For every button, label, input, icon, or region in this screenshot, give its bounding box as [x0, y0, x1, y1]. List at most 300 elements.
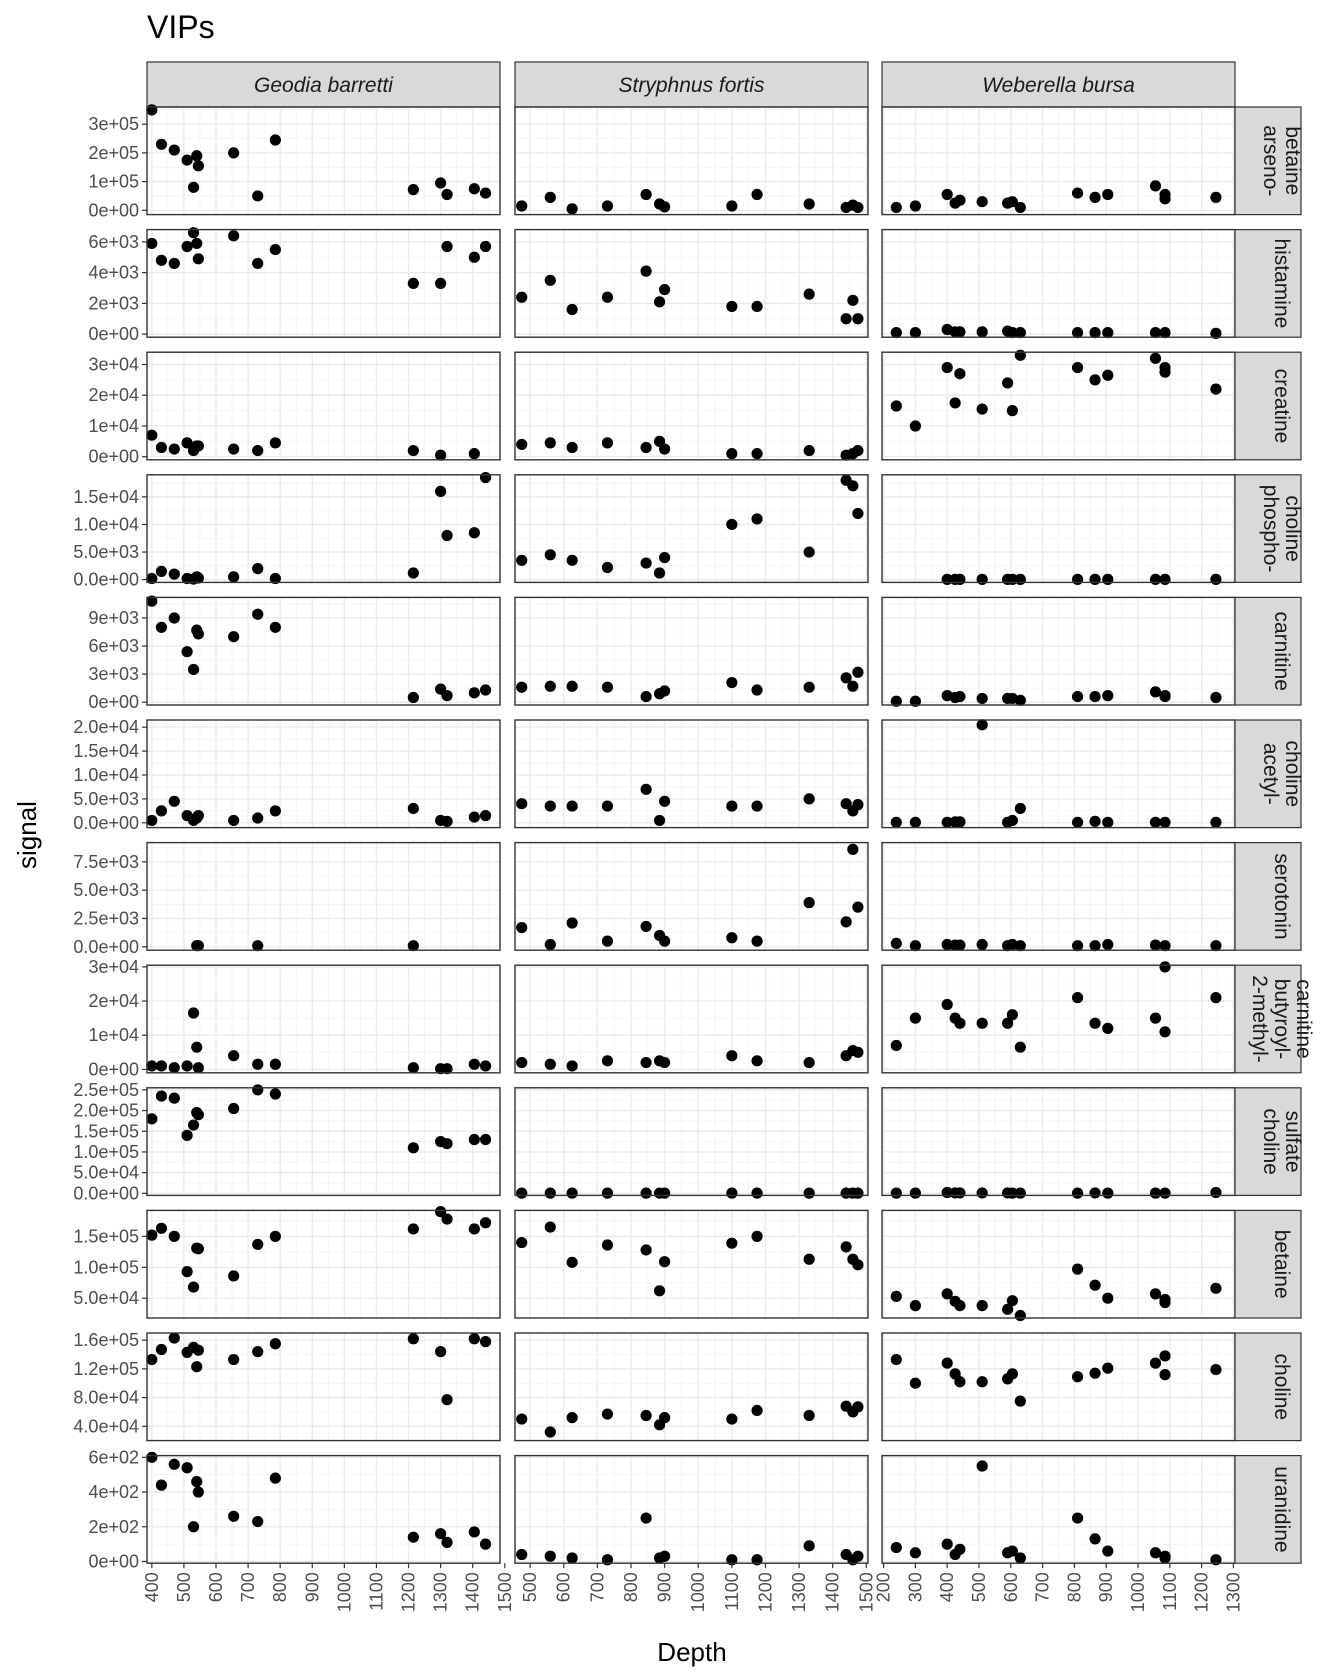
- data-point: [545, 275, 556, 286]
- data-point: [1015, 803, 1026, 814]
- panel: [515, 107, 868, 215]
- panel-border: [515, 843, 868, 951]
- y-tick-label: 1e+04: [88, 415, 139, 436]
- data-point: [852, 445, 863, 456]
- data-point: [1089, 374, 1100, 385]
- x-tick-label: 400: [937, 1572, 958, 1603]
- data-point: [156, 139, 167, 150]
- data-point: [726, 800, 737, 811]
- panel-border: [515, 475, 868, 583]
- x-tick-label: 800: [1064, 1572, 1085, 1603]
- data-point: [891, 1291, 902, 1302]
- data-point: [435, 1346, 446, 1357]
- data-point: [441, 241, 452, 252]
- row-strip-label: betaine: [1281, 126, 1304, 196]
- panel-border: [515, 965, 868, 1073]
- data-point: [891, 1040, 902, 1051]
- x-tick-label: 1100: [366, 1572, 387, 1611]
- data-point: [852, 1259, 863, 1270]
- panel: [515, 1088, 868, 1199]
- x-tick-label: 200: [873, 1572, 894, 1603]
- data-point: [193, 1062, 204, 1073]
- data-point: [977, 1300, 988, 1311]
- x-tick-label: 1000: [688, 1572, 709, 1613]
- data-point: [751, 513, 762, 524]
- data-point: [1150, 817, 1161, 828]
- data-point: [1072, 187, 1083, 198]
- data-point: [891, 1542, 902, 1553]
- y-tick-label: 2e+02: [88, 1516, 139, 1537]
- data-point: [659, 1412, 670, 1423]
- data-point: [169, 144, 180, 155]
- x-tick-label: 900: [654, 1572, 675, 1603]
- y-tick-label: 6e+02: [88, 1447, 139, 1468]
- x-tick-label: 1100: [1159, 1572, 1180, 1611]
- data-point: [726, 200, 737, 211]
- data-point: [252, 190, 263, 201]
- data-point: [751, 1055, 762, 1066]
- data-point: [1150, 686, 1161, 697]
- data-point: [602, 562, 613, 573]
- data-point: [659, 796, 670, 807]
- y-axis-label: signal: [12, 801, 42, 869]
- row-strip-label: betaine: [1270, 1229, 1293, 1299]
- data-point: [942, 1539, 953, 1550]
- data-point: [228, 1354, 239, 1365]
- data-point: [567, 917, 578, 928]
- data-point: [1015, 202, 1026, 213]
- data-point: [1015, 1188, 1026, 1199]
- data-point: [567, 1257, 578, 1268]
- row-strip-label: butyroyl-: [1270, 978, 1293, 1060]
- data-point: [1210, 1187, 1221, 1198]
- data-point: [910, 1378, 921, 1389]
- data-point: [954, 1300, 965, 1311]
- data-point: [891, 1188, 902, 1199]
- data-point: [188, 227, 199, 238]
- data-point: [852, 799, 863, 810]
- data-point: [977, 196, 988, 207]
- data-point: [182, 1462, 193, 1473]
- data-point: [641, 1410, 652, 1421]
- data-point: [804, 1410, 815, 1421]
- data-point: [751, 1231, 762, 1242]
- panel: [146, 1206, 500, 1318]
- panel: [146, 1332, 500, 1440]
- data-point: [270, 1473, 281, 1484]
- row-strip-label: choline: [1281, 740, 1304, 808]
- data-point: [804, 1188, 815, 1199]
- panel: [882, 230, 1235, 339]
- y-tick-label: 2.0e+05: [73, 1100, 139, 1121]
- data-point: [1150, 180, 1161, 191]
- data-point: [1159, 1369, 1170, 1380]
- data-point: [602, 682, 613, 693]
- y-tick-label: 4.0e+04: [73, 1416, 139, 1437]
- y-tick-label: 0e+00: [88, 1059, 139, 1080]
- data-point: [852, 508, 863, 519]
- data-point: [1150, 940, 1161, 951]
- data-point: [156, 442, 167, 453]
- data-point: [1159, 1026, 1170, 1037]
- data-point: [1150, 574, 1161, 585]
- data-point: [480, 472, 491, 483]
- data-point: [910, 420, 921, 431]
- data-point: [804, 897, 815, 908]
- y-tick-label: 5.0e+04: [73, 1288, 139, 1309]
- y-tick-label: 3e+03: [88, 664, 139, 685]
- data-point: [516, 292, 527, 303]
- column-strip-label: Weberella bursa: [982, 74, 1135, 97]
- data-point: [751, 1188, 762, 1199]
- data-point: [654, 296, 665, 307]
- data-point: [910, 817, 921, 828]
- data-point: [156, 566, 167, 577]
- data-point: [169, 796, 180, 807]
- panel: [515, 720, 868, 828]
- data-point: [169, 1231, 180, 1242]
- data-point: [1150, 1013, 1161, 1024]
- data-point: [408, 1333, 419, 1344]
- data-point: [193, 253, 204, 264]
- data-point: [1102, 1023, 1113, 1034]
- data-point: [156, 1480, 167, 1491]
- data-point: [182, 154, 193, 165]
- data-point: [146, 238, 157, 249]
- y-tick-label: 2e+05: [88, 142, 139, 163]
- data-point: [726, 1050, 737, 1061]
- x-tick-label: 1200: [1191, 1572, 1212, 1613]
- data-point: [193, 440, 204, 451]
- panel: [146, 1452, 500, 1563]
- data-point: [516, 1413, 527, 1424]
- y-tick-label: 2e+04: [88, 991, 139, 1012]
- data-point: [1159, 817, 1170, 828]
- panel: [146, 720, 500, 828]
- data-point: [193, 1109, 204, 1120]
- data-point: [182, 1060, 193, 1071]
- panel: [146, 965, 500, 1074]
- data-point: [516, 555, 527, 566]
- data-point: [516, 1549, 527, 1560]
- data-point: [954, 940, 965, 951]
- data-point: [1007, 1295, 1018, 1306]
- y-tick-label: 0.0e+00: [73, 812, 139, 833]
- data-point: [1072, 574, 1083, 585]
- data-point: [469, 687, 480, 698]
- data-point: [1159, 691, 1170, 702]
- data-point: [1002, 377, 1013, 388]
- data-point: [270, 134, 281, 145]
- data-point: [188, 1119, 199, 1130]
- data-point: [910, 1300, 921, 1311]
- panel: [882, 107, 1235, 215]
- data-point: [469, 1526, 480, 1537]
- panel: [146, 227, 500, 337]
- row-strip-label: carnitine: [1270, 611, 1293, 691]
- y-tick-label: 2e+04: [88, 385, 139, 406]
- data-point: [270, 437, 281, 448]
- data-point: [852, 902, 863, 913]
- data-point: [726, 448, 737, 459]
- data-point: [1150, 1547, 1161, 1558]
- data-point: [942, 1358, 953, 1369]
- data-point: [191, 1476, 202, 1487]
- data-point: [659, 1256, 670, 1267]
- panel-border: [515, 1333, 868, 1441]
- data-point: [1072, 1512, 1083, 1523]
- data-point: [228, 815, 239, 826]
- data-point: [977, 939, 988, 950]
- x-tick-label: 1500: [856, 1572, 877, 1613]
- panel: [882, 1210, 1235, 1321]
- data-point: [954, 326, 965, 337]
- data-point: [408, 692, 419, 703]
- data-point: [270, 1059, 281, 1070]
- data-point: [169, 1062, 180, 1073]
- data-point: [156, 255, 167, 266]
- data-point: [252, 1516, 263, 1527]
- panel: [515, 1333, 868, 1441]
- y-tick-label: 1.0e+04: [73, 764, 139, 785]
- y-tick-label: 0e+00: [88, 692, 139, 713]
- x-tick-label: 1200: [398, 1572, 419, 1613]
- data-point: [751, 301, 762, 312]
- data-point: [567, 555, 578, 566]
- data-point: [545, 1551, 556, 1562]
- data-point: [804, 1540, 815, 1551]
- data-point: [469, 1059, 480, 1070]
- data-point: [182, 1130, 193, 1141]
- data-point: [408, 1062, 419, 1073]
- data-point: [641, 1188, 652, 1199]
- data-point: [977, 719, 988, 730]
- data-point: [228, 230, 239, 241]
- data-point: [1210, 383, 1221, 394]
- row-strip-label: 2-methyl-: [1248, 975, 1271, 1063]
- data-point: [146, 815, 157, 826]
- data-point: [852, 202, 863, 213]
- data-point: [977, 1187, 988, 1198]
- data-point: [545, 939, 556, 950]
- row-strip-label: phospho-: [1259, 484, 1282, 573]
- data-point: [252, 609, 263, 620]
- row-strip-label: choline: [1259, 1108, 1282, 1175]
- panel: [882, 597, 1235, 706]
- data-point: [169, 1093, 180, 1104]
- data-point: [441, 1138, 452, 1149]
- data-point: [435, 486, 446, 497]
- x-tick-label: 1000: [1128, 1572, 1149, 1613]
- panel-border: [515, 107, 868, 215]
- data-point: [751, 448, 762, 459]
- data-point: [1159, 1350, 1170, 1361]
- data-point: [188, 664, 199, 675]
- panel: [882, 1456, 1235, 1566]
- data-point: [659, 443, 670, 454]
- data-point: [408, 1223, 419, 1234]
- y-tick-label: 0e+00: [88, 446, 139, 467]
- data-point: [516, 200, 527, 211]
- data-point: [188, 182, 199, 193]
- data-point: [852, 1551, 863, 1562]
- panel: [882, 843, 1235, 952]
- data-point: [659, 1188, 670, 1199]
- panel: [515, 597, 868, 705]
- y-tick-label: 7.5e+03: [73, 851, 139, 872]
- data-point: [228, 571, 239, 582]
- data-point: [841, 1241, 852, 1252]
- data-point: [1089, 192, 1100, 203]
- y-tick-label: 1e+05: [88, 171, 139, 192]
- data-point: [1007, 1368, 1018, 1379]
- panel: [515, 1210, 868, 1318]
- y-tick-label: 0e+00: [88, 200, 139, 221]
- data-point: [804, 1254, 815, 1265]
- data-point: [567, 442, 578, 453]
- data-point: [469, 1333, 480, 1344]
- x-tick-label: 900: [302, 1572, 323, 1603]
- data-point: [252, 258, 263, 269]
- x-tick-label: 1300: [430, 1572, 451, 1613]
- panel: [515, 843, 868, 951]
- data-point: [1150, 353, 1161, 364]
- data-point: [977, 1376, 988, 1387]
- data-point: [804, 198, 815, 209]
- panel: [147, 843, 500, 952]
- data-point: [1089, 816, 1100, 827]
- data-point: [228, 1270, 239, 1281]
- data-point: [910, 1013, 921, 1024]
- data-point: [441, 816, 452, 827]
- x-tick-label: 400: [141, 1572, 162, 1603]
- panel: [515, 352, 868, 461]
- y-tick-label: 1.0e+04: [73, 514, 139, 535]
- data-point: [469, 183, 480, 194]
- data-point: [408, 184, 419, 195]
- data-point: [1102, 939, 1113, 950]
- x-tick-label: 900: [1096, 1572, 1117, 1603]
- data-point: [270, 244, 281, 255]
- y-tick-label: 3e+04: [88, 354, 139, 375]
- data-point: [480, 1134, 491, 1145]
- data-point: [516, 798, 527, 809]
- data-point: [1089, 1368, 1100, 1379]
- data-point: [545, 1188, 556, 1199]
- data-point: [1007, 1009, 1018, 1020]
- data-point: [1089, 574, 1100, 585]
- y-tick-label: 1.6e+05: [73, 1330, 139, 1351]
- y-tick-label: 1e+04: [88, 1025, 139, 1046]
- data-point: [1159, 1188, 1170, 1199]
- x-tick-label: 600: [205, 1572, 226, 1603]
- y-tick-label: 0.0e+00: [73, 1183, 139, 1204]
- data-point: [567, 681, 578, 692]
- data-point: [1015, 1552, 1026, 1563]
- y-tick-label: 0e+00: [88, 1551, 139, 1572]
- y-tick-label: 5.0e+03: [73, 788, 139, 809]
- panel: [515, 1456, 868, 1566]
- facet-grid: [73, 62, 1315, 1612]
- data-point: [567, 1060, 578, 1071]
- x-tick-label: 1300: [1223, 1572, 1244, 1613]
- data-point: [252, 1059, 263, 1070]
- row-strip-label: uranidine: [1270, 1466, 1293, 1553]
- data-point: [408, 1142, 419, 1153]
- data-point: [659, 201, 670, 212]
- data-point: [469, 252, 480, 263]
- data-point: [726, 677, 737, 688]
- data-point: [408, 803, 419, 814]
- data-point: [954, 1018, 965, 1029]
- x-tick-label: 700: [587, 1572, 608, 1603]
- data-point: [602, 200, 613, 211]
- data-point: [602, 437, 613, 448]
- y-tick-label: 4e+02: [88, 1482, 139, 1503]
- panel: [882, 719, 1235, 828]
- data-point: [441, 530, 452, 541]
- data-point: [146, 430, 157, 441]
- data-point: [847, 681, 858, 692]
- y-tick-label: 1.0e+05: [73, 1141, 139, 1162]
- data-point: [182, 1266, 193, 1277]
- data-point: [1015, 574, 1026, 585]
- data-point: [469, 1223, 480, 1234]
- panel: [146, 596, 500, 705]
- panel: [146, 1084, 500, 1195]
- data-point: [516, 1237, 527, 1248]
- data-point: [852, 1401, 863, 1412]
- data-point: [193, 160, 204, 171]
- data-point: [659, 552, 670, 563]
- data-point: [545, 192, 556, 203]
- data-point: [641, 691, 652, 702]
- x-tick-label: 600: [553, 1572, 574, 1603]
- data-point: [852, 1188, 863, 1199]
- x-tick-label: 300: [905, 1572, 926, 1603]
- data-point: [1072, 1371, 1083, 1382]
- data-point: [193, 1486, 204, 1497]
- x-tick-label: 500: [173, 1572, 194, 1603]
- data-point: [1015, 1396, 1026, 1407]
- data-point: [751, 936, 762, 947]
- panel: [882, 350, 1235, 460]
- data-point: [1159, 574, 1170, 585]
- data-point: [942, 999, 953, 1010]
- data-point: [977, 574, 988, 585]
- data-point: [654, 1285, 665, 1296]
- data-point: [545, 549, 556, 560]
- data-point: [169, 569, 180, 580]
- data-point: [602, 800, 613, 811]
- data-point: [191, 1042, 202, 1053]
- data-point: [270, 805, 281, 816]
- data-point: [146, 1230, 157, 1241]
- y-tick-label: 2.5e+05: [73, 1079, 139, 1100]
- x-tick-label: 1200: [755, 1572, 776, 1613]
- data-point: [954, 1544, 965, 1555]
- data-point: [169, 443, 180, 454]
- data-point: [1102, 1293, 1113, 1304]
- data-point: [1210, 192, 1221, 203]
- data-point: [252, 1239, 263, 1250]
- panel-border: [515, 720, 868, 828]
- data-point: [480, 684, 491, 695]
- data-point: [408, 278, 419, 289]
- data-point: [726, 519, 737, 530]
- data-point: [954, 1376, 965, 1387]
- data-point: [516, 439, 527, 450]
